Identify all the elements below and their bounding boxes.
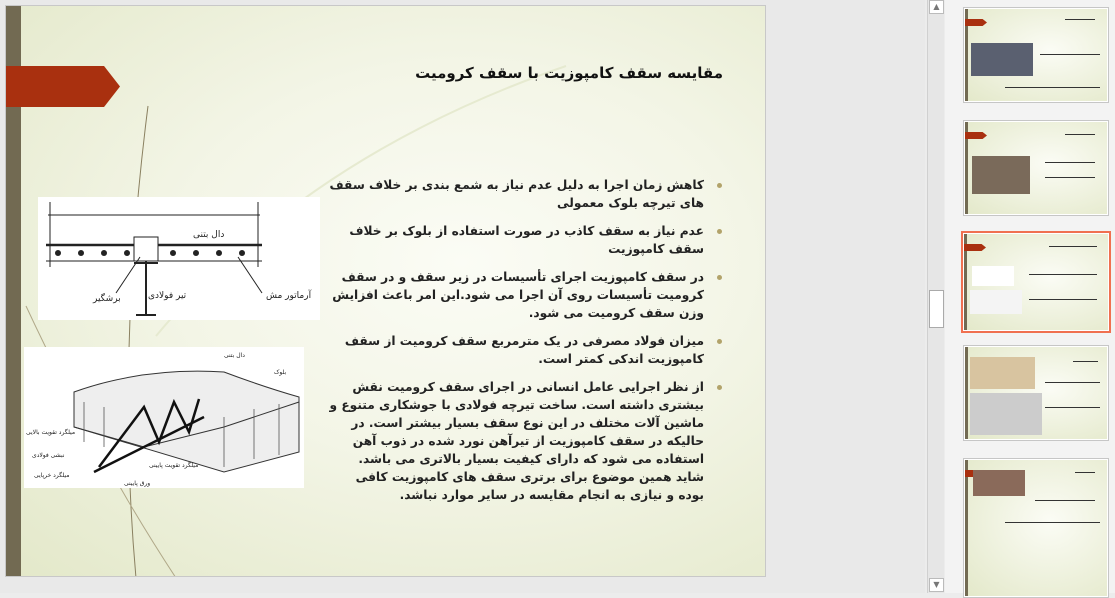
scrollbar-thumb[interactable] bbox=[929, 290, 944, 328]
slide-thumbnail[interactable] bbox=[963, 120, 1109, 216]
scroll-up-icon[interactable]: ▲ bbox=[929, 0, 944, 14]
composite-section-diagram[interactable] bbox=[38, 197, 320, 320]
bullet-icon bbox=[717, 385, 722, 390]
bullet-text: کاهش زمان اجرا به دلیل عدم نیاز به شمع بندی بر خلاف سقف های تیرچه بلوک معمولی bbox=[329, 178, 704, 210]
label-block: بلوک bbox=[274, 369, 287, 376]
label-plate: ورق پایینی bbox=[124, 480, 151, 487]
bullet-icon bbox=[717, 275, 722, 280]
label-shear-connector: برشگیر bbox=[93, 294, 121, 304]
label-angle: نبشی فولادی bbox=[32, 452, 65, 459]
label-mesh: آرماتور مش bbox=[266, 291, 312, 301]
bullet-item bbox=[326, 378, 726, 504]
label-bottom-bar: میلگرد تقویت پایینی bbox=[149, 462, 199, 469]
slide-thumbnail[interactable] bbox=[963, 345, 1109, 441]
bullet-text: در سقف کامپوزیت اجرای تأسیسات در زیر سقف و در سقف کرومیت تأسیسات روی آن اجرا می شود.این امر باعث افزایش وزن سقف کرومیت می شود. bbox=[332, 270, 704, 320]
bullet-text: میزان فولاد مصرفی در یک مترمربع سقف کرومیت از سقف کامپوزیت اندکی کمتر است. bbox=[344, 334, 704, 366]
label-top-bar: میلگرد تقویت بالایی bbox=[26, 429, 76, 436]
bullet-item bbox=[326, 332, 726, 368]
slide-canvas[interactable] bbox=[5, 5, 766, 577]
slide-title[interactable]: مقایسه سقف کامپوزیت با سقف کرومیت bbox=[415, 64, 723, 82]
title-arrow-shape bbox=[6, 66, 120, 107]
bullet-text: از نظر اجرایی عامل انسانی در اجرای سقف کرومیت نقش بیشتری داشته است. ساخت تیرچه فولادی با جوشکاری متنوع و ماشین آلات مختلف در این نوع سقف بسیار بیشتر است. در حالیکه در سقف کامپوزیت از تیرآهن نورد شده در ذوب آهن استفاده می شود که دارای کیفیت بسیار بالاتری می باشد. شاید همین موضوع برای برتری سقف های کامپوزیت کافی بوده و نیازی به انجام مقایسه در سایر موارد نباشد. bbox=[329, 380, 704, 502]
label-slab: دال بتنی bbox=[224, 352, 245, 359]
bullet-icon bbox=[717, 183, 722, 188]
bullet-item bbox=[326, 268, 726, 322]
slide-thumbnail[interactable] bbox=[963, 7, 1109, 103]
slide-thumbnail[interactable] bbox=[963, 458, 1109, 598]
scroll-down-icon[interactable]: ▼ bbox=[929, 578, 944, 592]
label-slab: دال بتنی bbox=[193, 230, 225, 240]
slide-thumbnail-pane[interactable] bbox=[945, 0, 1115, 593]
bullet-list[interactable] bbox=[326, 176, 726, 514]
bullet-icon bbox=[717, 339, 722, 344]
label-truss: میلگرد خرپایی bbox=[34, 472, 70, 479]
bullet-icon bbox=[717, 229, 722, 234]
bullet-item bbox=[326, 222, 726, 258]
label-beam: تیر فولادی bbox=[148, 291, 187, 301]
slide-thumbnail-selected[interactable] bbox=[961, 231, 1111, 333]
bullet-text: عدم نیاز به سقف کاذب در صورت استفاده از بلوک بر خلاف سقف کامپوزیت bbox=[349, 224, 704, 256]
bullet-item bbox=[326, 176, 726, 212]
crommite-slab-diagram[interactable] bbox=[24, 347, 304, 488]
editor-scrollbar[interactable] bbox=[927, 0, 944, 593]
composite-section-drawing bbox=[38, 197, 320, 320]
